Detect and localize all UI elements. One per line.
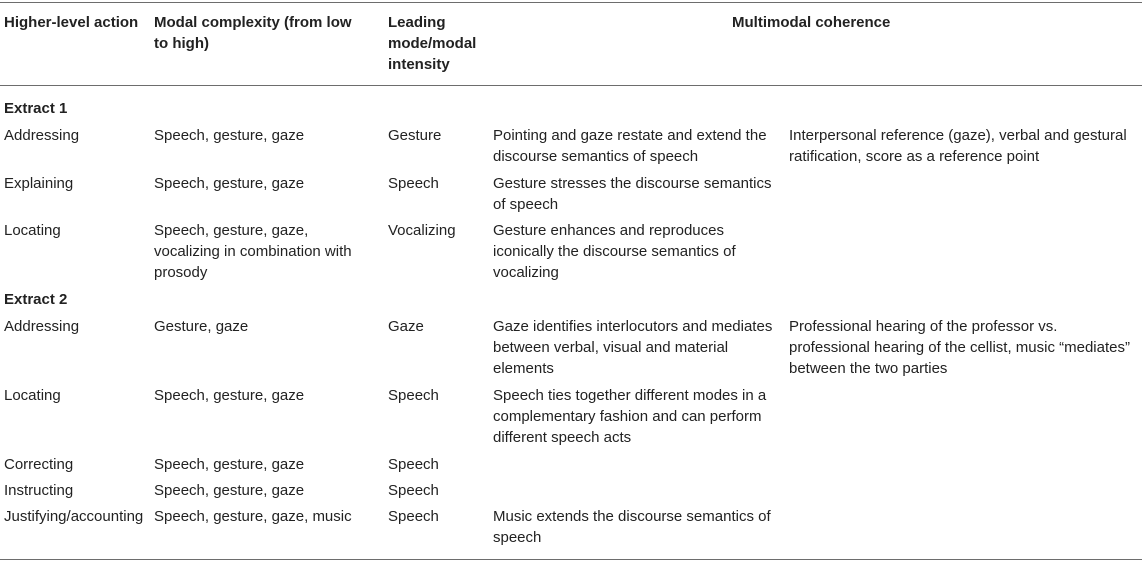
cell-coherence-a: Music extends the discourse semantics of speech (493, 508, 771, 546)
cell-complexity: Speech, gesture, gaze (154, 387, 305, 404)
cell-leading: Speech (388, 482, 439, 499)
cell-action: Explaining (4, 175, 74, 192)
cell-complexity: Speech, gesture, gaze, music (154, 508, 352, 525)
bottom-rule (0, 559, 1142, 560)
cell-leading: Gaze (388, 318, 424, 335)
top-rule (0, 2, 1142, 3)
cell-coherence-a: Pointing and gaze restate and extend the discourse semantics of speech (493, 127, 767, 165)
cell-action: Instructing (4, 482, 74, 499)
header-multimodal-coherence: Multimodal coherence (732, 14, 891, 31)
cell-complexity: Speech, gesture, gaze (154, 456, 305, 473)
cell-leading: Gesture (388, 127, 442, 144)
cell-action: Locating (4, 222, 61, 239)
cell-coherence-a: Gesture stresses the discourse semantics of speech (493, 175, 772, 213)
cell-coherence-a: Speech ties together different modes in a complementary fashion and can perform different speech acts (493, 387, 767, 446)
header-rule (0, 85, 1142, 86)
section-title-extract-2: Extract 2 (4, 291, 68, 308)
cell-action: Correcting (4, 456, 74, 473)
cell-coherence-b: Interpersonal reference (gaze), verbal and gestural ratification, score as a reference point (789, 127, 1127, 165)
section-title-extract-1: Extract 1 (4, 100, 68, 117)
cell-leading: Speech (388, 508, 439, 525)
cell-leading: Vocalizing (388, 222, 456, 239)
cell-action: Addressing (4, 318, 80, 335)
cell-leading: Speech (388, 387, 439, 404)
cell-leading: Speech (388, 175, 439, 192)
cell-action: Justifying/accounting (4, 508, 144, 525)
cell-action: Locating (4, 387, 61, 404)
cell-coherence-a: Gaze identifies interlocutors and mediates between verbal, visual and material elements (493, 318, 773, 377)
cell-complexity: Speech, gesture, gaze (154, 175, 305, 192)
cell-complexity: Speech, gesture, gaze (154, 127, 305, 144)
cell-coherence-b: Professional hearing of the professor vs. professional hearing of the cellist, music “mediates” between the two parties (789, 318, 1130, 377)
cell-complexity: Gesture, gaze (154, 318, 249, 335)
header-modal-complexity: Modal complexity (from low to high) (154, 14, 352, 52)
header-higher-level-action: Higher-level action (4, 14, 139, 31)
cell-leading: Speech (388, 456, 439, 473)
cell-complexity: Speech, gesture, gaze (154, 482, 305, 499)
cell-coherence-a: Gesture enhances and reproduces iconically the discourse semantics of vocalizing (493, 222, 736, 281)
cell-complexity: Speech, gesture, gaze, vocalizing in combination with prosody (154, 222, 352, 281)
header-leading-mode: Leading mode/modal intensity (388, 14, 477, 73)
cell-action: Addressing (4, 127, 80, 144)
